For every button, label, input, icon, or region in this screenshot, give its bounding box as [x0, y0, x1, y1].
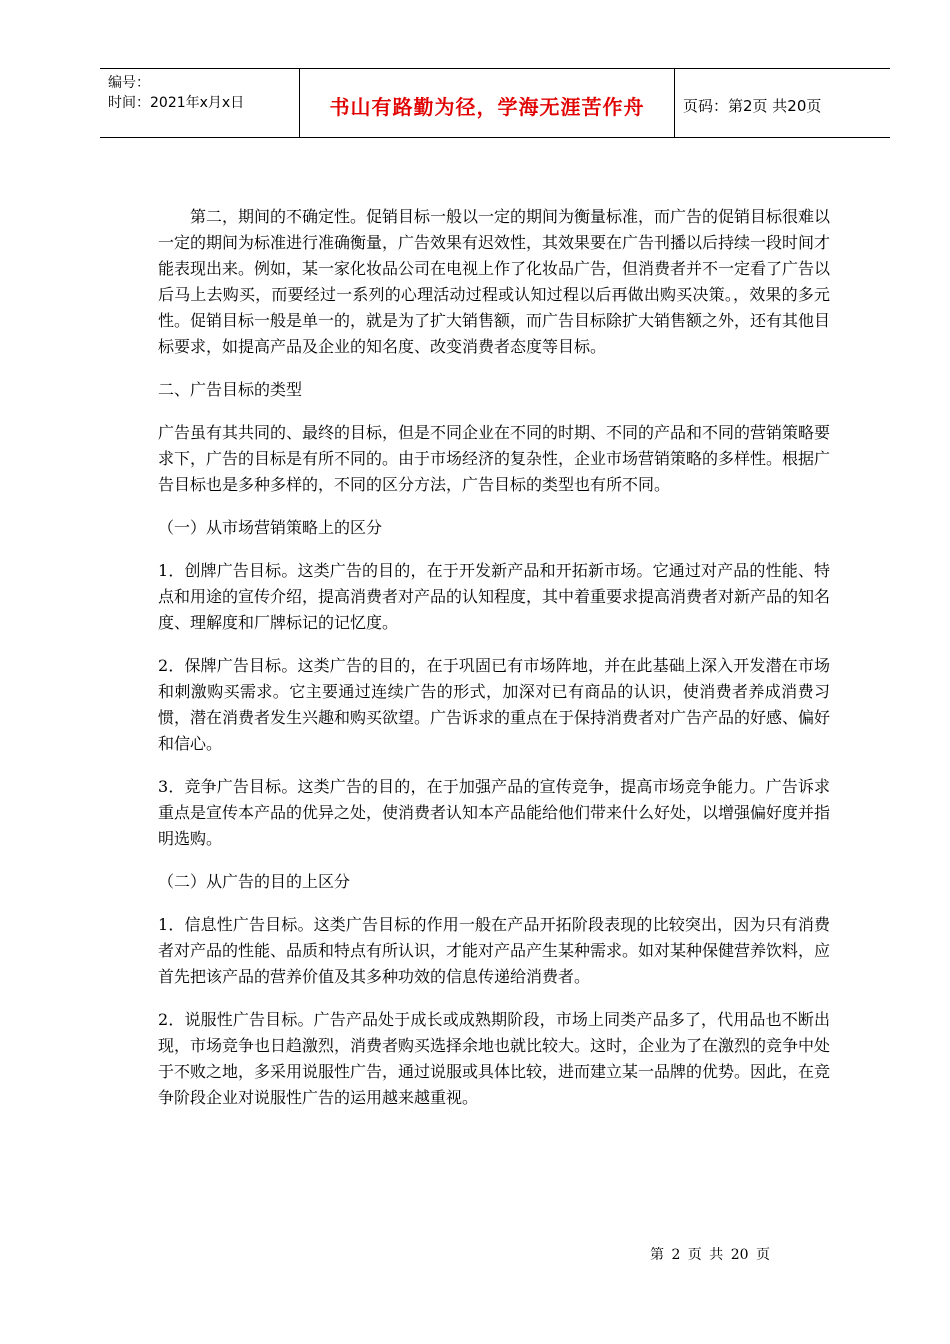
section-heading: 二、广告目标的类型 — [158, 380, 303, 399]
paragraph: 3．竞争广告目标。这类广告的目的，在于加强产品的宣传竞争，提高市场竞争能力。广告诉求重点是宣传本产品的优异之处，使消费者认知本产品能给他们带来什么好处，以增强偏好度并指明选购。 — [158, 777, 831, 848]
header-motto: 书山有路勤为径，学海无涯苦作舟 — [300, 69, 675, 137]
subsection-heading: （一）从市场营销策略上的区分 — [158, 518, 383, 537]
page-footer: 第 2 页 共 20 页 — [650, 1247, 770, 1263]
page-header — [100, 68, 890, 138]
paragraph: 1．信息性广告目标。这类广告目标的作用一般在产品开拓阶段表现的比较突出，因为只有消费者对产品的性能、品质和特点有所认识，才能对产品产生某种需求。如对某种保健营养饮料，应首先把该产品的营养价值及其多种功效的信息传递给消费者。 — [158, 915, 831, 986]
document-time-label: 时间：2021年x月x日 — [108, 95, 245, 111]
paragraph: 1．创牌广告目标。这类广告的目的，在于开发新产品和开拓新市场。它通过对产品的性能、特点和用途的宣传介绍，提高消费者对产品的认知程度，其中着重要求提高消费者对新产品的知名度、理解度和厂牌标记的记忆度。 — [158, 561, 831, 632]
paragraph: 第二，期间的不确定性。促销目标一般以一定的期间为衡量标准，而广告的促销目标很难以一定的期间为标准进行准确衡量，广告效果有迟效性，其效果要在广告刊播以后持续一段时间才能表现出来。例如，某一家化妆品公司在电视上作了化妆品广告，但消费者并不一定看了广告以后马上去购买，而要经过一系列的心理活动过程或认知过程以后再做出购买决策。，效果的多元性。促销目标一般是单一的，就是为了扩大销售额，而广告目标除扩大销售额之外，还有其他目标要求，如提高产品及企业的知名度、改变消费者态度等目标。 — [158, 207, 831, 356]
document-number-label: 编号： — [108, 75, 150, 91]
paragraph: 2．说服性广告目标。广告产品处于成长或成熟期阶段，市场上同类产品多了，代用品也不断出现，市场竞争也日趋激烈，消费者购买选择余地也就比较大。这时，企业为了在激烈的竞争中处于不败之地，多采用说服性广告，通过说服或具体比较，进而建立某一品牌的优势。因此，在竞争阶段企业对说服性广告的运用越来越重视。 — [158, 1010, 831, 1107]
header-meta — [100, 69, 300, 137]
paragraph: 2．保牌广告目标。这类广告的目的，在于巩固已有市场阵地，并在此基础上深入开发潜在市场和刺激购买需求。它主要通过连续广告的形式，加深对已有商品的认识，使消费者养成消费习惯，潜在消费者发生兴趣和购买欲望。广告诉求的重点在于保持消费者对广告产品的好感、偏好和信心。 — [158, 656, 831, 753]
subsection-heading: （二）从广告的目的上区分 — [158, 872, 351, 891]
document-body — [158, 204, 830, 1128]
header-page-info: 页码：第2页 共20页 — [683, 96, 822, 115]
paragraph: 广告虽有其共同的、最终的目标，但是不同企业在不同的时期、不同的产品和不同的营销策略要求下，广告的目标是有所不同的。由于市场经济的复杂性，企业市场营销策略的多样性。根据广告目标也是多种多样的，不同的区分方法，广告目标的类型也有所不同。 — [158, 423, 831, 494]
